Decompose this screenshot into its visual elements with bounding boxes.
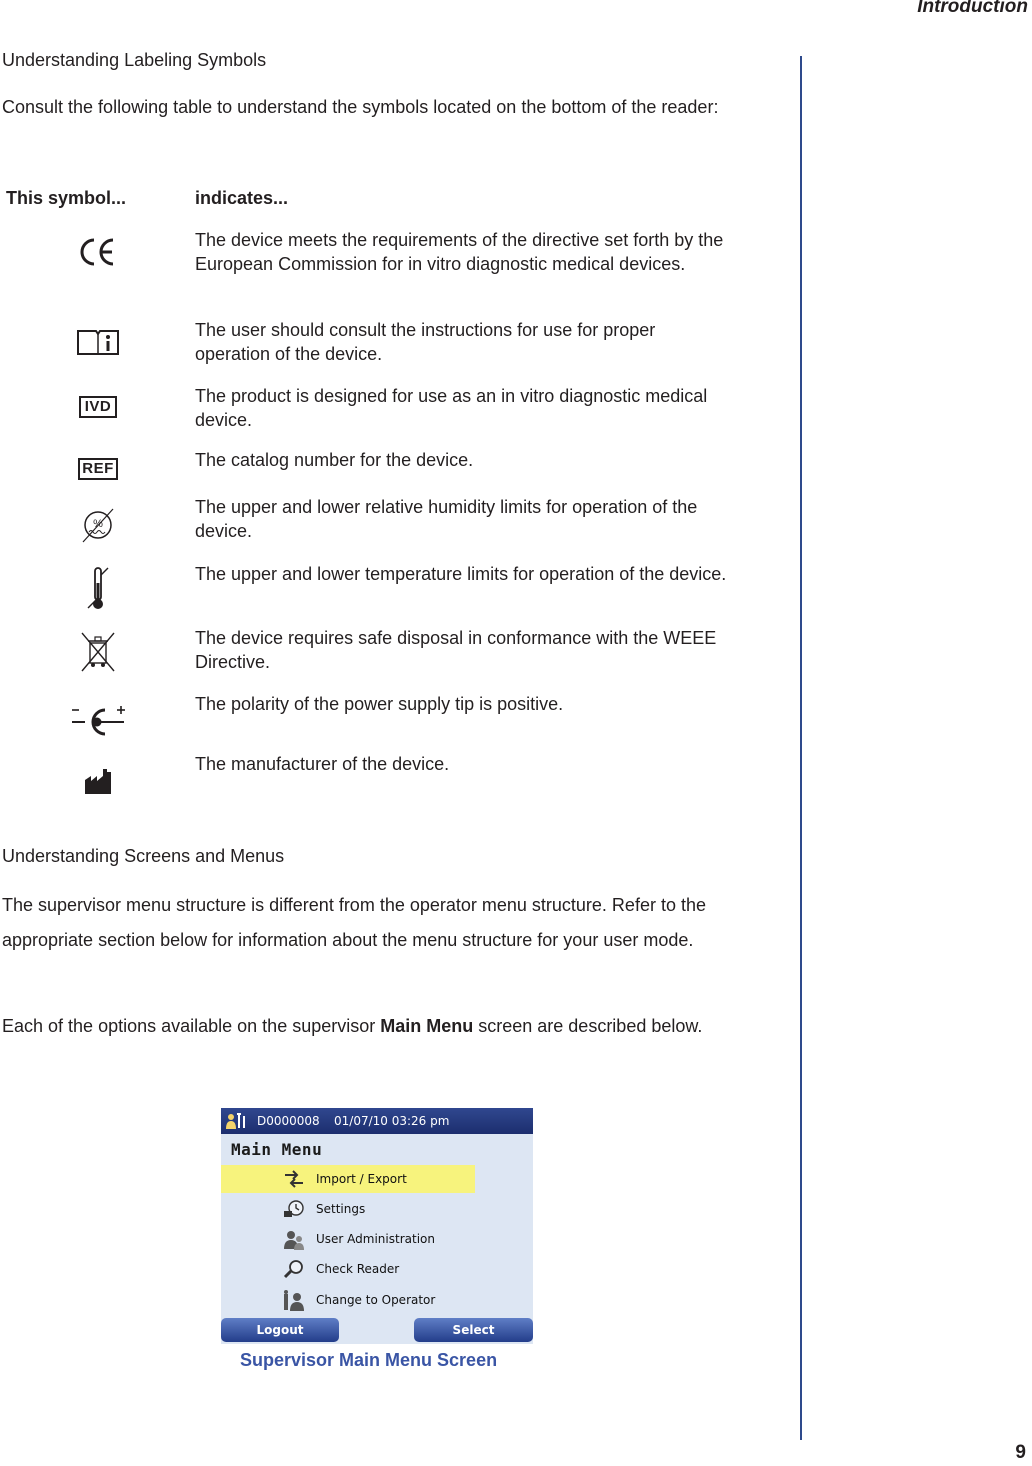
menu-item-label: User Administration bbox=[316, 1232, 435, 1246]
page-number: 9 bbox=[1015, 1442, 1026, 1463]
device-datetime: 01/07/10 03:26 pm bbox=[334, 1114, 450, 1128]
menu-item-label: Settings bbox=[316, 1202, 366, 1216]
screens-para-1: The supervisor menu structure is different from the operator menu structure. Refer to the appropriate section below for information about the menu structure for your user mode. bbox=[2, 895, 706, 950]
temperature-limit-icon bbox=[60, 564, 136, 612]
select-button[interactable]: Select bbox=[414, 1318, 533, 1342]
running-head: Introduction bbox=[917, 0, 1028, 17]
device-menu-title: Main Menu bbox=[231, 1140, 323, 1159]
symbol-description: The manufacturer of the device. bbox=[195, 754, 450, 774]
menu-item-user-administration[interactable] bbox=[221, 1225, 475, 1253]
col-header-symbol: This symbol... bbox=[6, 188, 127, 208]
menu-item-label: Check Reader bbox=[316, 1262, 400, 1276]
menu-item-settings[interactable] bbox=[221, 1195, 475, 1223]
settings-icon bbox=[283, 1199, 305, 1222]
device-status-bar bbox=[221, 1108, 533, 1134]
consult-instructions-icon bbox=[60, 324, 136, 360]
symbol-description: The catalog number for the device. bbox=[195, 450, 474, 470]
change-operator-icon bbox=[283, 1290, 307, 1315]
symbol-description: The polarity of the power supply tip is positive. bbox=[195, 694, 564, 714]
device-id: D0000008 bbox=[257, 1114, 320, 1128]
labeling-heading: Understanding Labeling Symbols bbox=[2, 50, 267, 70]
symbol-description: The device requires safe disposal in conformance with the WEEE Directive. bbox=[195, 628, 717, 672]
para2-prefix: Each of the options available on the supervisor bbox=[2, 1016, 381, 1036]
menu-item-label: Change to Operator bbox=[316, 1293, 436, 1307]
screens-heading: Understanding Screens and Menus bbox=[2, 846, 285, 866]
labeling-intro: Consult the following table to understand the symbols located on the bottom of the reader: bbox=[2, 97, 719, 117]
ivd-label: IVD bbox=[79, 396, 118, 418]
symbol-description: The upper and lower temperature limits for operation of the device. bbox=[195, 564, 727, 584]
ref-icon bbox=[60, 454, 136, 484]
symbol-description: The device meets the requirements of the directive set forth by the European Commission for in vitro diagnostic medical devices. bbox=[195, 230, 724, 274]
device-screen bbox=[221, 1108, 533, 1344]
supervisor-icon bbox=[225, 1112, 247, 1133]
figure-caption: Supervisor Main Menu Screen bbox=[240, 1350, 498, 1370]
polarity-icon bbox=[60, 698, 136, 738]
check-reader-icon bbox=[283, 1259, 305, 1282]
menu-item-label: Import / Export bbox=[316, 1172, 407, 1186]
menu-item-check-reader[interactable] bbox=[221, 1255, 475, 1283]
user-admin-icon bbox=[283, 1229, 305, 1254]
weee-bin-icon bbox=[60, 630, 136, 674]
screens-para-2 bbox=[2, 1009, 772, 1044]
symbol-description: The product is designed for use as an in vitro diagnostic medical device. bbox=[195, 386, 708, 430]
menu-item-import-export[interactable] bbox=[221, 1165, 475, 1193]
margin-rule bbox=[800, 56, 802, 1440]
manufacturer-icon bbox=[60, 760, 136, 800]
humidity-percent-label: % bbox=[93, 518, 103, 530]
import-export-icon bbox=[283, 1169, 305, 1192]
logout-button[interactable]: Logout bbox=[221, 1318, 339, 1342]
para2-bold: Main Menu bbox=[380, 1016, 474, 1036]
ivd-icon bbox=[60, 390, 136, 424]
menu-item-change-to-operator[interactable] bbox=[221, 1286, 475, 1314]
para2-suffix: screen are described below. bbox=[473, 1016, 703, 1036]
symbol-description: The user should consult the instructions for use for proper operation of the device. bbox=[195, 320, 656, 364]
ce-mark-icon bbox=[60, 228, 136, 276]
symbol-description: The upper and lower relative humidity limits for operation of the device. bbox=[195, 497, 698, 541]
ref-label: REF bbox=[78, 458, 118, 480]
col-header-indicates: indicates... bbox=[195, 188, 289, 208]
humidity-limit-icon bbox=[60, 503, 136, 545]
